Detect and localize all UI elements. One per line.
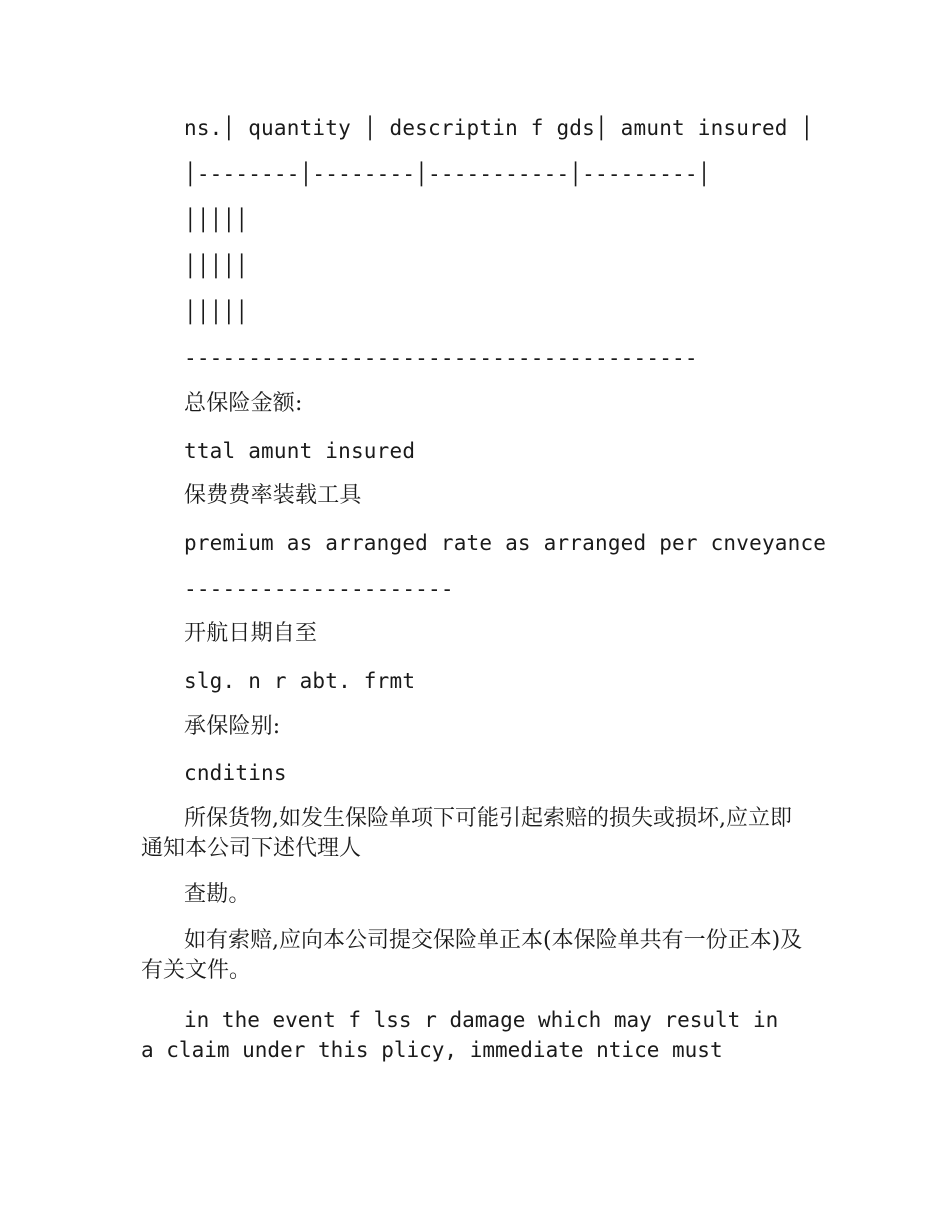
sailing-date-label-cn: 开航日期自至: [184, 621, 318, 646]
table-row: │││││: [184, 254, 249, 278]
survey-text-cn: 查勘。: [184, 882, 251, 907]
premium-label-en: premium as arranged rate as arranged per cnveyance: [184, 531, 827, 555]
table-separator-row: │--------│--------│-----------│---------│: [184, 162, 711, 186]
table-header-row: ns.│ quantity │ descriptin f gds│ amunt insured │: [184, 116, 814, 140]
notice-paragraph-cn: 所保货物,如发生保险单项下可能引起索赔的损失或损坏,应立即通知本公司下述代理人: [141, 806, 792, 861]
sailing-date-label-en: slg. n r abt. frmt: [184, 669, 416, 693]
total-insured-label-en: ttal amunt insured: [184, 439, 416, 463]
claim-paragraph-cn: 如有索赔,应向本公司提交保险单正本(本保险单共有一份正本)及有关文件。: [141, 928, 803, 983]
event-paragraph-en: in the event f lss r damage which may result in a claim under this plicy, immediate ntice must: [141, 1008, 779, 1062]
table-row: │││││: [184, 208, 249, 232]
short-rule: ---------------------: [184, 577, 454, 601]
total-insured-label-cn: 总保险金额:: [184, 391, 303, 416]
premium-label-cn: 保费费率装载工具: [184, 483, 362, 508]
conditions-label-cn: 承保险别:: [184, 714, 281, 739]
conditions-label-en: cnditins: [184, 761, 287, 785]
table-row: │││││: [184, 300, 249, 324]
horizontal-rule: ----------------------------------------: [184, 346, 698, 370]
